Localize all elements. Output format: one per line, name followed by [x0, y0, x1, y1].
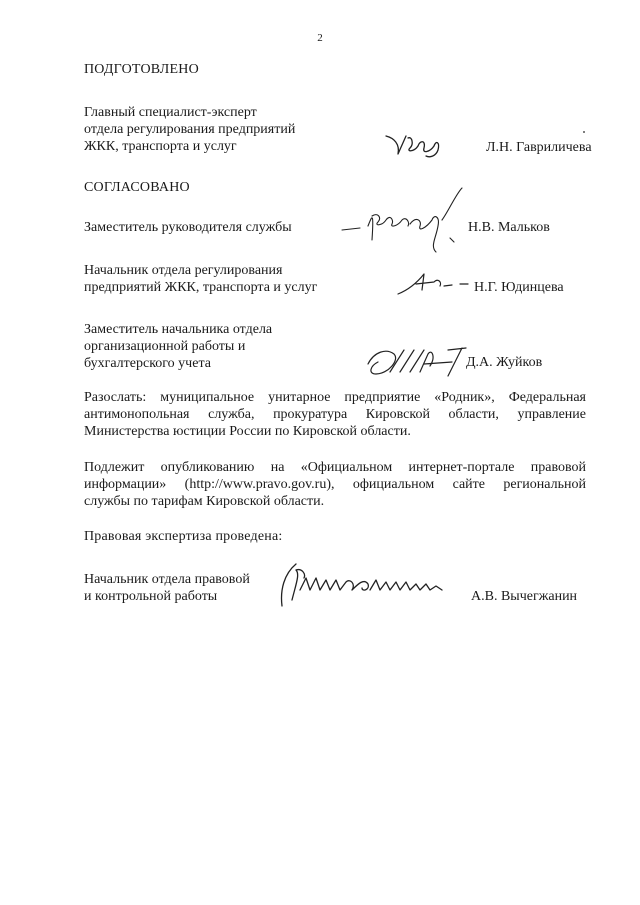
page-number: 2 — [317, 32, 323, 44]
paragraph-line: Министерства юстиции России по Кировской области. — [84, 424, 411, 439]
agreed-name-3: Д.А. Жуйков — [466, 355, 543, 370]
paragraph-line: службы по тарифам Кировской области. — [84, 494, 325, 509]
signature-zhuikov — [364, 344, 474, 380]
signature-yudintseva — [394, 268, 474, 298]
paragraph-line: информации» (http://www.pravo.gov.ru), официальном сайте региональной — [84, 477, 586, 492]
position-line: предприятий ЖКК, транспорта и услуг — [84, 280, 318, 295]
distribution-paragraph — [84, 389, 586, 440]
speck-mark — [583, 131, 585, 133]
prepared-heading: ПОДГОТОВЛЕНО — [84, 62, 199, 77]
agreed-name-2: Н.Г. Юдинцева — [474, 280, 564, 295]
agreed-position-3 — [84, 321, 272, 372]
prepared-position — [84, 104, 295, 155]
agreed-heading: СОГЛАСОВАНО — [84, 180, 190, 195]
position-line: Заместитель начальника отдела — [84, 322, 273, 337]
position-line: Начальник отдела регулирования — [84, 263, 283, 278]
signature-vychegzhanin — [266, 560, 446, 610]
position-line: и контрольной работы — [84, 589, 218, 604]
paragraph-line: Подлежит опубликованию на «Официальном интернет-портале правовой — [84, 460, 586, 475]
signature-gavrilicheva — [384, 132, 444, 162]
position-line: организационной работы и — [84, 339, 246, 354]
legal-review-heading: Правовая экспертиза проведена: — [84, 529, 283, 544]
position-line: Главный специалист-эксперт — [84, 105, 257, 120]
legal-review-position — [84, 571, 250, 605]
signature-malkov — [338, 186, 468, 256]
paragraph-line: антимонопольная служба, прокуратура Кировской области, управление — [84, 407, 586, 422]
agreed-position-2 — [84, 262, 317, 296]
position-line: бухгалтерского учета — [84, 356, 211, 371]
legal-review-name: А.В. Вычегжанин — [471, 589, 578, 604]
position-line: Заместитель руководителя службы — [84, 220, 292, 235]
publication-paragraph — [84, 459, 586, 510]
prepared-name: Л.Н. Гавриличева — [486, 140, 592, 155]
position-line: Начальник отдела правовой — [84, 572, 250, 587]
agreed-position-1 — [84, 219, 292, 236]
agreed-name-1: Н.В. Мальков — [468, 220, 550, 235]
paragraph-line: Разослать: муниципальное унитарное предприятие «Родник», Федеральная — [84, 390, 586, 405]
position-line: ЖКК, транспорта и услуг — [84, 139, 237, 154]
position-line: отдела регулирования предприятий — [84, 122, 296, 137]
